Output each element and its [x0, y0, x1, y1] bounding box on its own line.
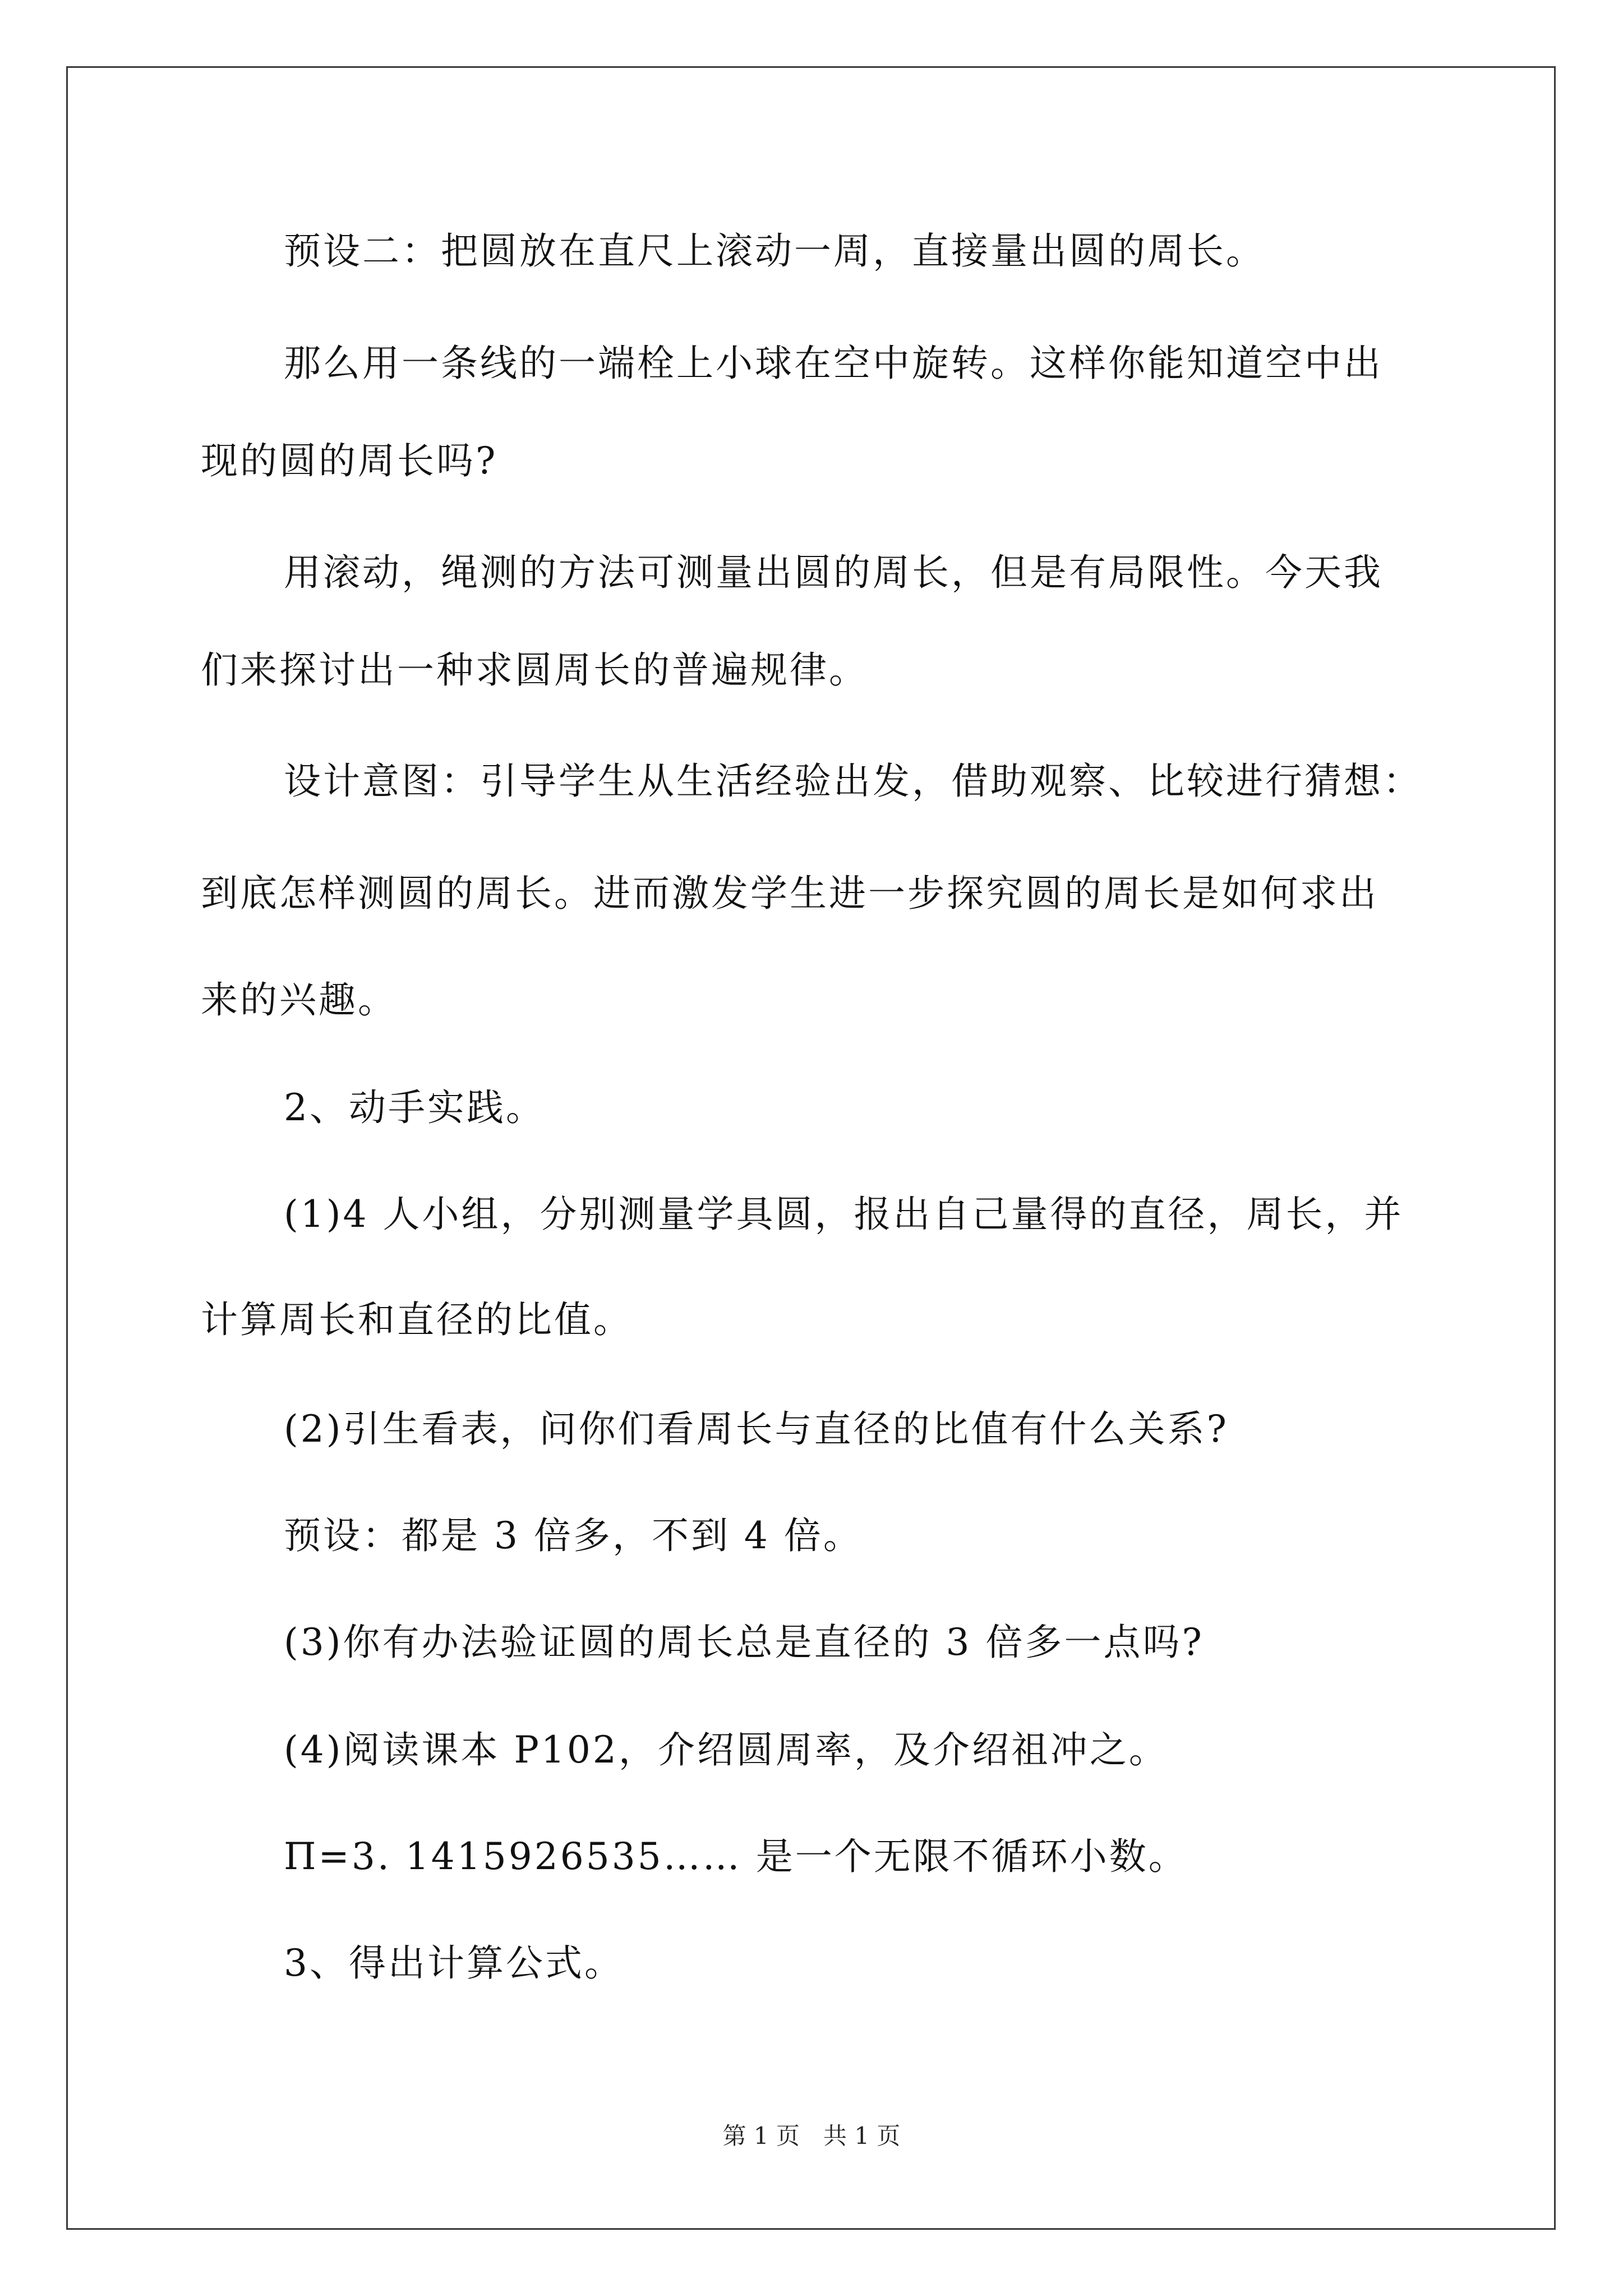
paragraph-line: 2、动手实践。: [284, 1086, 545, 1129]
paragraph-line: (4)阅读课本 P102，介绍圆周率，及介绍祖冲之。: [284, 1728, 1168, 1772]
paragraph-line: 用滚动，绳测的方法可测量出圆的周长，但是有局限性。今天我: [284, 551, 1383, 594]
paragraph-line: 现的圆的周长吗?: [201, 439, 498, 482]
paragraph-line: 3、得出计算公式。: [284, 1941, 624, 1985]
paragraph-line: (2)引生看表，问你们看周长与直径的比值有什么关系?: [284, 1407, 1229, 1451]
page-border: [66, 66, 1556, 2230]
paragraph-line: 预设：都是 3 倍多，不到 4 倍。: [284, 1514, 863, 1557]
paragraph-line: 那么用一条线的一端栓上小球在空中旋转。这样你能知道空中出: [284, 342, 1383, 385]
paragraph-line: 预设二：把圆放在直尺上滚动一周，直接量出圆的周长。: [284, 229, 1265, 273]
paragraph-line: Π=3. 1415926535…… 是一个无限不循环小数。: [284, 1835, 1188, 1878]
paragraph-line: 们来探讨出一种求圆周长的普遍规律。: [201, 648, 868, 692]
paragraph-line: 计算周长和直径的比值。: [201, 1298, 633, 1341]
paragraph-line: 来的兴趣。: [201, 978, 397, 1022]
paragraph-line: (3)你有办法验证圆的周长总是直径的 3 倍多一点吗?: [284, 1621, 1204, 1664]
page-footer: 第 1 页 共 1 页: [722, 2122, 901, 2150]
paragraph-line: 到底怎样测圆的周长。进而激发学生进一步探究圆的周长是如何求出: [201, 872, 1378, 915]
paragraph-line: (1)4 人小组，分别测量学具圆，报出自己量得的直径，周长，并: [284, 1193, 1404, 1236]
paragraph-line: 设计意图：引导学生从生活经验出发，借助观察、比较进行猜想：: [284, 760, 1422, 803]
